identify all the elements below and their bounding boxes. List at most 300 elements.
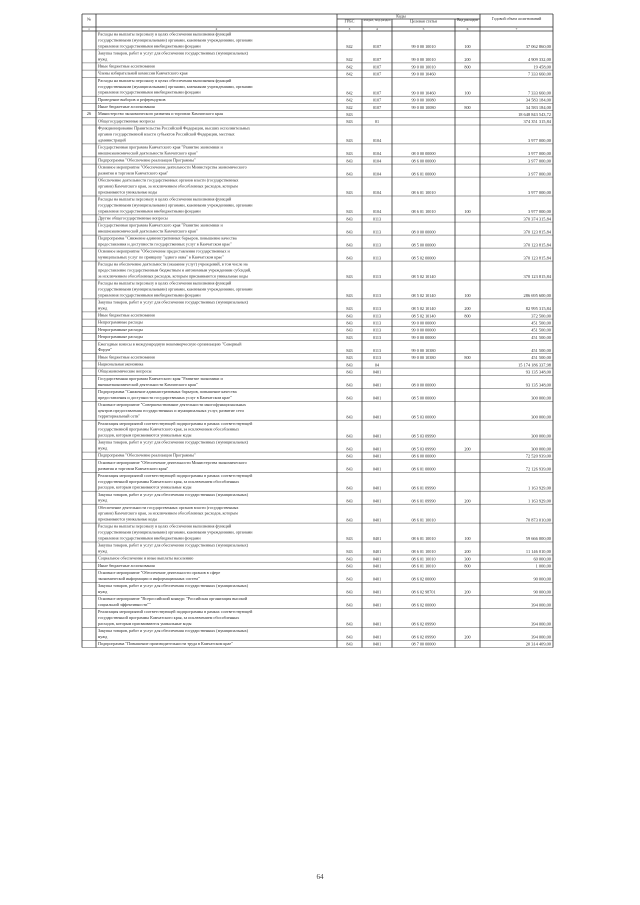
row-vr: 200 bbox=[464, 498, 471, 504]
table-row bbox=[98, 236, 552, 249]
table-row bbox=[98, 32, 552, 51]
row-razdel: 0113 bbox=[372, 306, 382, 312]
row-grbs: 843 bbox=[346, 362, 353, 368]
row-razdel: 0401 bbox=[372, 641, 382, 647]
row-grbs: 843 bbox=[346, 536, 353, 542]
row-razdel: 0104 bbox=[372, 138, 382, 144]
row-sum: 3 977 000,00 bbox=[527, 158, 551, 164]
table-row bbox=[98, 460, 552, 473]
row-grbs: 843 bbox=[346, 347, 353, 353]
row-name: развития и торговли Камчатского края" bbox=[98, 465, 169, 471]
table-row bbox=[98, 570, 552, 583]
row-name: Закупка товаров, работ и услуг для обеспечения государственных (муниципальных) bbox=[98, 491, 249, 497]
row-grbs: 843 bbox=[346, 334, 353, 340]
row-sum: 4 909 332,00 bbox=[527, 57, 551, 63]
table-row bbox=[98, 389, 552, 402]
row-name: государственными (муниципальными) органами, казенными учреждениями, органами bbox=[98, 37, 253, 43]
column-number: 7 bbox=[515, 27, 518, 32]
row-grbs: 843 bbox=[346, 293, 353, 299]
row-razdel: 0401 bbox=[372, 369, 382, 375]
row-vr: 800 bbox=[464, 64, 471, 70]
row-grbs: 843 bbox=[346, 433, 353, 439]
row-sum: 1 163 929,00 bbox=[527, 485, 551, 491]
row-name: Другие общегосударственные вопросы bbox=[98, 215, 168, 221]
row-name: Реализация мероприятий соответствующей подпрограммы в рамках соответствующей bbox=[98, 609, 253, 614]
row-name: развития и торговли Камчатского края" bbox=[98, 170, 169, 176]
row-razdel: 0401 bbox=[372, 446, 382, 452]
row-sum: 372 500,00 bbox=[531, 313, 551, 319]
row-csr: 08 0 00 00000 bbox=[411, 151, 436, 157]
header-grbs: ГРБС bbox=[344, 18, 355, 24]
row-sum: 20 314 409,00 bbox=[525, 641, 551, 647]
row-name: нужд bbox=[98, 588, 108, 594]
header-codes: Коды bbox=[396, 13, 406, 19]
row-sum: 70 873 010,00 bbox=[525, 517, 551, 523]
table-row bbox=[98, 118, 552, 125]
row-razdel: 0401 bbox=[372, 556, 382, 562]
row-name: Подпрограмма "Обеспечение реализации Программы" bbox=[98, 157, 196, 163]
table-row bbox=[98, 178, 552, 197]
row-sum: 34 583 184,00 bbox=[525, 104, 551, 110]
row-grbs: 843 bbox=[346, 549, 353, 555]
row-csr: 08 7 00 00000 bbox=[411, 641, 436, 647]
row-razdel: 0113 bbox=[372, 229, 382, 235]
row-csr: 99 0 00 10460 bbox=[411, 90, 436, 96]
row-csr: 08 5 03 00000 bbox=[411, 414, 436, 420]
row-csr: 99 0 00 00000 bbox=[411, 334, 436, 340]
row-name: Форум" bbox=[98, 347, 112, 353]
row-grbs: 843 bbox=[346, 466, 353, 472]
row-csr: 08 6 01 10010 bbox=[411, 517, 436, 523]
row-razdel: 0113 bbox=[372, 355, 382, 361]
row-sum: 37 062 860,00 bbox=[525, 44, 551, 50]
row-sum: 3 977 000,00 bbox=[527, 138, 551, 144]
row-csr: 08 6 01 10010 bbox=[411, 556, 436, 562]
row-sum: 370 374 315,84 bbox=[523, 216, 551, 222]
row-name: государственными (муниципальными) органами, казенными учреждениями, органами bbox=[98, 83, 253, 89]
row-sum: 7 333 660,00 bbox=[527, 71, 551, 77]
row-razdel: 0104 bbox=[372, 151, 382, 157]
row-name: Функционирование Правительства Российской Федерации, высших исполнительных bbox=[98, 125, 251, 131]
row-name: Расходы на обеспечение деятельности (оказание услуг) учреждений, в том числе на bbox=[98, 261, 248, 267]
table-row bbox=[98, 281, 552, 300]
row-csr: 08 6 01 10010 bbox=[411, 549, 436, 555]
row-name: Основное мероприятие "Обеспечение деятельности органов в сфере bbox=[98, 570, 221, 575]
row-csr: 08 6 02 09990 bbox=[411, 621, 436, 627]
table-row bbox=[98, 641, 552, 648]
table-row bbox=[98, 440, 552, 453]
row-sum: 11 146 010,00 bbox=[525, 549, 551, 555]
row-csr: 08 6 02 00000 bbox=[411, 602, 436, 608]
row-razdel: 0401 bbox=[372, 395, 382, 401]
table-row bbox=[98, 334, 552, 341]
row-name: управления государственными внебюджетными фондами bbox=[98, 535, 201, 541]
row-razdel: 0107 bbox=[372, 57, 382, 63]
row-csr: 99 0 00 10010 bbox=[411, 64, 436, 70]
row-vr: 100 bbox=[464, 90, 471, 96]
table-row bbox=[98, 505, 552, 524]
row-name: Государственная программа Камчатского края "Развитие экономики и bbox=[98, 144, 223, 150]
header-sum: Годовой объем ассигнований bbox=[491, 16, 542, 21]
row-name: управления государственными внебюджетными фондами bbox=[98, 43, 201, 49]
row-sum: 374 351 315,84 bbox=[523, 119, 551, 125]
row-sum: 60 000,00 bbox=[533, 556, 551, 562]
row-name: Подпрограмма "Обеспечение реализации Программы" bbox=[98, 452, 196, 458]
row-name: Основное мероприятие "Обеспечение предоставления государственных и bbox=[98, 248, 230, 254]
table-row bbox=[98, 402, 552, 421]
table-row bbox=[98, 145, 552, 158]
row-grbs: 842 bbox=[346, 90, 353, 96]
row-sum: 19 458,00 bbox=[533, 64, 551, 70]
row-name: управления государственными внебюджетными фондами bbox=[98, 292, 201, 298]
row-name: Социальное обеспечение и иные выплаты населению bbox=[98, 555, 194, 561]
header-vr: Вид расходов bbox=[457, 18, 478, 22]
row-name: Закупка товаров, работ и услуг для обеспечения государственных (муниципальных) bbox=[98, 627, 249, 633]
row-name: Члены избирательной комиссии Камчатского края bbox=[98, 70, 188, 76]
row-razdel: 0113 bbox=[372, 320, 382, 326]
row-grbs: 843 bbox=[346, 209, 353, 215]
row-name: государственной программы Камчатского края, за исключением обособленных bbox=[98, 426, 240, 432]
row-sum: 93 135 348,00 bbox=[525, 382, 551, 388]
row-csr: 99 0 00 10010 bbox=[411, 57, 436, 63]
row-name: Непрограммные расходы bbox=[98, 319, 143, 325]
row-vr: 200 bbox=[464, 589, 471, 595]
row-name: Министерство экономического развития и торговли Камчатского края bbox=[98, 111, 223, 117]
table-row bbox=[98, 583, 552, 596]
row-grbs: 842 bbox=[346, 57, 353, 63]
table-row bbox=[98, 609, 552, 628]
table-row bbox=[98, 596, 552, 609]
row-grbs: 843 bbox=[346, 112, 353, 117]
row-csr: 99 0 00 00000 bbox=[411, 320, 436, 326]
row-grbs: 843 bbox=[346, 395, 353, 401]
row-name: Расходы на выплаты персоналу в целях обеспечения выполнения функций bbox=[98, 523, 232, 529]
column-number: 2 bbox=[215, 27, 218, 32]
row-grbs: 842 bbox=[346, 104, 353, 110]
table-row bbox=[98, 197, 552, 216]
row-csr: 08 5 02 10140 bbox=[411, 313, 436, 319]
row-razdel: 0113 bbox=[372, 347, 382, 353]
row-sum: 15 174 186 337,98 bbox=[518, 362, 551, 368]
row-name: государственной программы Камчатского края, за исключением обособленных bbox=[98, 478, 240, 484]
row-sum: 3 977 000,00 bbox=[527, 190, 551, 196]
column-number: 6 bbox=[466, 27, 469, 32]
row-name: присваиваются уникальные коды bbox=[98, 516, 158, 522]
row-name: Подпрограмма "Снижение административных барьеров, повышение качества bbox=[98, 388, 237, 394]
row-csr: 08 6 02 09990 bbox=[411, 634, 436, 640]
row-name: Иные бюджетные ассигнования bbox=[98, 562, 155, 568]
row-name: нужд bbox=[98, 633, 108, 639]
row-razdel: 0401 bbox=[372, 517, 382, 523]
row-vr: 800 bbox=[464, 355, 471, 361]
row-vr: 800 bbox=[464, 313, 471, 319]
row-name: присваиваются уникальные коды bbox=[98, 189, 158, 195]
row-name: Подпрограмма "Повышение производительности труда в Камчатском крае" bbox=[98, 640, 233, 646]
row-razdel: 0107 bbox=[372, 90, 382, 96]
row-razdel: 0107 bbox=[372, 97, 382, 103]
row-csr: 99 0 00 00000 bbox=[411, 327, 436, 333]
row-grbs: 843 bbox=[346, 313, 353, 319]
row-razdel: 0104 bbox=[372, 158, 382, 164]
row-name: Основное мероприятие "Обеспечение деятельности Министерства экономического bbox=[98, 459, 247, 465]
table-row bbox=[98, 543, 552, 556]
row-grbs: 843 bbox=[346, 556, 353, 562]
row-name: Иные бюджетные ассигнования bbox=[98, 354, 155, 360]
row-razdel: 0401 bbox=[372, 485, 382, 491]
row-csr: 08 6 01 00000 bbox=[411, 466, 436, 472]
row-name: нужд bbox=[98, 56, 108, 62]
row-razdel: 0401 bbox=[372, 498, 382, 504]
row-name: Расходы на выплаты персоналу в целях обеспечения выполнения функций bbox=[98, 280, 232, 286]
row-name: предоставления и доступности государственных услуг в Камчатском крае" bbox=[98, 241, 232, 247]
row-name: предоставление государственным бюджетным и автономным учреждениям субсидий, bbox=[98, 267, 252, 273]
row-grbs: 843 bbox=[346, 382, 353, 388]
row-sum: 370 123 815,84 bbox=[523, 242, 551, 248]
row-name: Основное мероприятие "Совершенствование деятельности многофункциональных bbox=[98, 401, 246, 407]
row-razdel: 0113 bbox=[372, 242, 382, 248]
row-number: 26 bbox=[86, 111, 92, 117]
row-razdel: 0107 bbox=[372, 44, 382, 50]
row-grbs: 843 bbox=[346, 485, 353, 491]
row-grbs: 843 bbox=[346, 306, 353, 312]
header-csr: Целевая статья bbox=[410, 18, 437, 24]
row-sum: 93 135 348,00 bbox=[525, 369, 551, 375]
row-sum: 300 000,00 bbox=[531, 446, 551, 452]
row-csr: 08 6 02 98701 bbox=[411, 589, 436, 595]
row-sum: 1 163 929,00 bbox=[527, 498, 551, 504]
row-csr: 08 6 01 10010 bbox=[411, 190, 436, 196]
row-sum: 394 000,00 bbox=[531, 602, 551, 608]
row-name: Непрограммные расходы bbox=[98, 334, 143, 340]
row-razdel: 0113 bbox=[372, 216, 382, 222]
row-razdel: 0401 bbox=[372, 621, 382, 627]
row-razdel: 0401 bbox=[372, 549, 382, 555]
table-row bbox=[98, 492, 552, 505]
row-razdel: 04 bbox=[374, 362, 380, 368]
row-grbs: 843 bbox=[346, 414, 353, 420]
row-sum: 370 123 815,84 bbox=[523, 255, 551, 261]
table-row bbox=[98, 126, 552, 145]
row-name: Расходы на выплаты персоналу в целях обеспечения выполнения функций bbox=[98, 196, 232, 202]
row-razdel: 0113 bbox=[372, 293, 382, 299]
row-vr: 100 bbox=[464, 44, 471, 50]
row-name: Иные бюджетные ассигнования bbox=[98, 312, 155, 318]
row-name: государственными (муниципальными) органами, казенными учреждениями, органами bbox=[98, 286, 253, 292]
row-name: государственными (муниципальными) органами, казенными учреждениями, органами bbox=[98, 202, 253, 208]
row-name: Основное мероприятие "Обеспечение деятельности Министерства экономического bbox=[98, 164, 247, 170]
row-grbs: 843 bbox=[346, 151, 353, 157]
row-sum: 59 666 000,00 bbox=[525, 536, 551, 542]
row-razdel: 0401 bbox=[372, 453, 382, 459]
table-row bbox=[98, 104, 552, 111]
row-name: расходов, которым присваиваются уникальные коды bbox=[98, 484, 192, 490]
row-razdel: 0401 bbox=[372, 634, 382, 640]
row-grbs: 843 bbox=[346, 229, 353, 235]
table-row bbox=[98, 97, 552, 104]
row-grbs: 842 bbox=[346, 71, 353, 77]
row-name: нужд bbox=[98, 445, 108, 451]
column-number: 5 bbox=[422, 27, 425, 32]
row-vr: 100 bbox=[464, 209, 471, 215]
row-sum: 451 500,00 bbox=[531, 355, 551, 361]
row-name: экономической информации и информационных систем" bbox=[98, 575, 200, 581]
row-grbs: 843 bbox=[346, 634, 353, 640]
table-row bbox=[98, 249, 552, 262]
row-name: Реализация мероприятий соответствующей подпрограммы в рамках соответствующей bbox=[98, 420, 253, 426]
row-name: Государственная программа Камчатского края "Развитие экономики и bbox=[98, 222, 223, 228]
row-grbs: 842 bbox=[346, 44, 353, 50]
row-sum: 72 126 939,00 bbox=[525, 466, 551, 472]
row-sum: 370 123 815,84 bbox=[523, 229, 551, 235]
table-row bbox=[98, 369, 552, 376]
row-grbs: 843 bbox=[346, 621, 353, 627]
row-grbs: 843 bbox=[346, 274, 353, 280]
row-sum: 451 500,00 bbox=[531, 334, 551, 340]
row-name: расходов, которым присваиваются уникальные коды bbox=[98, 432, 192, 438]
table-row bbox=[98, 556, 552, 563]
row-vr: 800 bbox=[464, 104, 471, 110]
table-row bbox=[98, 453, 552, 460]
row-name: управления государственными внебюджетными фондами bbox=[98, 208, 201, 214]
row-csr: 08 5 02 10140 bbox=[411, 293, 436, 299]
column-number: 3 bbox=[348, 27, 351, 32]
row-name: нужд bbox=[98, 305, 108, 311]
row-razdel: 0401 bbox=[372, 433, 382, 439]
row-csr: 08 6 01 10010 bbox=[411, 563, 436, 569]
row-csr: 08 6 01 10010 bbox=[411, 536, 436, 542]
row-vr: 800 bbox=[464, 563, 471, 569]
row-razdel: 0104 bbox=[372, 190, 382, 196]
table-row bbox=[98, 327, 552, 334]
row-grbs: 843 bbox=[346, 517, 353, 523]
row-razdel: 0401 bbox=[372, 536, 382, 542]
row-sum: 18 648 843 543,72 bbox=[518, 112, 551, 117]
row-vr: 200 bbox=[464, 306, 471, 312]
row-name: органов государственной власти субъектов Российской Федерации, местных bbox=[98, 131, 235, 137]
row-sum: 7 333 660,00 bbox=[527, 90, 551, 96]
row-name: Основное мероприятие "Всероссийский конкурс "Российская организация высокой bbox=[98, 596, 248, 601]
row-razdel: 0113 bbox=[372, 313, 382, 319]
row-csr: 08 5 00 00000 bbox=[411, 242, 436, 248]
row-csr: 08 0 00 00000 bbox=[411, 229, 436, 235]
row-name: государственными (муниципальными) органами, казенными учреждениями, органами bbox=[98, 529, 253, 535]
table-row bbox=[98, 628, 552, 641]
table-row bbox=[98, 320, 552, 327]
row-name: органов) Камчатского края, за исключением обособленных расходов, которым bbox=[98, 183, 238, 189]
row-name: Национальная экономика bbox=[98, 361, 144, 367]
row-name: управления государственными внебюджетными фондами bbox=[98, 89, 201, 95]
row-grbs: 843 bbox=[346, 563, 353, 569]
row-sum: 451 500,00 bbox=[531, 320, 551, 326]
row-grbs: 843 bbox=[346, 171, 353, 177]
row-name: социальной эффективности"" bbox=[98, 601, 151, 607]
row-sum: 286 695 600,00 bbox=[523, 293, 551, 299]
row-razdel: 0113 bbox=[372, 334, 382, 340]
row-grbs: 843 bbox=[346, 320, 353, 326]
row-csr: 08 0 00 00000 bbox=[411, 382, 436, 388]
table-row bbox=[98, 354, 552, 361]
row-csr: 08 5 03 09990 bbox=[411, 433, 436, 439]
row-name: центров предоставления государственных и муниципальных услуг, развитие сети bbox=[98, 407, 244, 413]
row-sum: 82 995 315,84 bbox=[525, 306, 551, 312]
row-razdel: 0401 bbox=[372, 563, 382, 569]
row-csr: 08 5 00 00000 bbox=[411, 395, 436, 401]
row-name: администраций bbox=[98, 137, 126, 143]
row-razdel: 0401 bbox=[372, 414, 382, 420]
row-vr: 200 bbox=[464, 549, 471, 555]
row-name: предоставления и доступности государственных услуг в Камчатском крае" bbox=[98, 394, 232, 400]
row-sum: 3 977 000,00 bbox=[527, 209, 551, 215]
row-razdel: 0401 bbox=[372, 576, 382, 582]
table-row bbox=[98, 64, 552, 71]
row-grbs: 843 bbox=[346, 498, 353, 504]
row-sum: 300 000,00 bbox=[531, 395, 551, 401]
row-name: Общегосударственные вопросы bbox=[98, 118, 155, 124]
row-csr: 08 5 02 10140 bbox=[411, 306, 436, 312]
table-row bbox=[98, 524, 552, 543]
row-csr: 08 6 00 00000 bbox=[411, 158, 436, 164]
row-grbs: 843 bbox=[346, 138, 353, 144]
row-grbs: 843 bbox=[346, 576, 353, 582]
row-name: Проведение выборов и референдумов bbox=[98, 96, 166, 102]
row-name: Общеэкономические вопросы bbox=[98, 368, 152, 374]
row-csr: 08 5 02 00000 bbox=[411, 255, 436, 261]
row-name: внешнеэкономической деятельности Камчатского края" bbox=[98, 381, 198, 387]
row-name: органов) Камчатского края, за исключением обособленных расходов, которым bbox=[98, 510, 238, 516]
table-row bbox=[98, 223, 552, 236]
row-grbs: 843 bbox=[346, 355, 353, 361]
row-razdel: 0401 bbox=[372, 589, 382, 595]
row-grbs: 843 bbox=[346, 589, 353, 595]
row-sum: 90 000,00 bbox=[533, 576, 551, 582]
row-sum: 72 520 939,00 bbox=[525, 453, 551, 459]
row-sum: 370 123 815,84 bbox=[523, 274, 551, 280]
row-csr: 08 6 00 00000 bbox=[411, 453, 436, 459]
row-sum: 300 000,00 bbox=[531, 414, 551, 420]
row-name: внешнеэкономической деятельности Камчатского края" bbox=[98, 228, 198, 234]
table-row bbox=[87, 111, 551, 118]
row-csr: 08 6 01 09990 bbox=[411, 498, 436, 504]
row-grbs: 843 bbox=[346, 216, 353, 222]
row-name: за исключением обособленных расходов, которым присваиваются уникальные коды bbox=[98, 273, 248, 279]
row-vr: 200 bbox=[464, 446, 471, 452]
row-grbs: 843 bbox=[346, 446, 353, 452]
row-razdel: 0113 bbox=[372, 327, 382, 333]
row-name: расходов, которым присваиваются уникальные коды bbox=[98, 620, 192, 626]
header-razdel: Раздел, под-раздел bbox=[363, 18, 391, 22]
row-name: Обеспечение деятельности государственных органов власти (государственных bbox=[98, 504, 239, 510]
row-name: Государственная программа Камчатского края "Развитие экономики и bbox=[98, 375, 223, 381]
row-name: государственной программы Камчатского края, за исключением обособленных bbox=[98, 614, 240, 620]
row-name: Реализация мероприятий соответствующей подпрограммы в рамках соответствующей bbox=[98, 472, 253, 478]
row-razdel: 0104 bbox=[372, 209, 382, 215]
row-sum: 394 000,00 bbox=[531, 621, 551, 627]
row-sum: 394 000,00 bbox=[531, 634, 551, 640]
table-row bbox=[98, 362, 552, 369]
row-sum: 451 500,00 bbox=[531, 347, 551, 353]
row-grbs: 843 bbox=[346, 242, 353, 248]
row-razdel: 0113 bbox=[372, 255, 382, 261]
row-name: Закупка товаров, работ и услуг для обеспечения государственных (муниципальных) bbox=[98, 439, 249, 445]
table-row bbox=[98, 158, 552, 165]
row-name: Расходы на выплаты персоналу в целях обеспечения выполнения функций bbox=[98, 77, 232, 83]
row-name: Закупка товаров, работ и услуг для обеспечения государственных (муниципальных) bbox=[98, 542, 249, 548]
row-name: Иные бюджетные ассигнования bbox=[98, 63, 155, 69]
table-row bbox=[98, 71, 552, 78]
row-grbs: 843 bbox=[346, 327, 353, 333]
table-row bbox=[98, 376, 552, 389]
table-row bbox=[98, 473, 552, 492]
